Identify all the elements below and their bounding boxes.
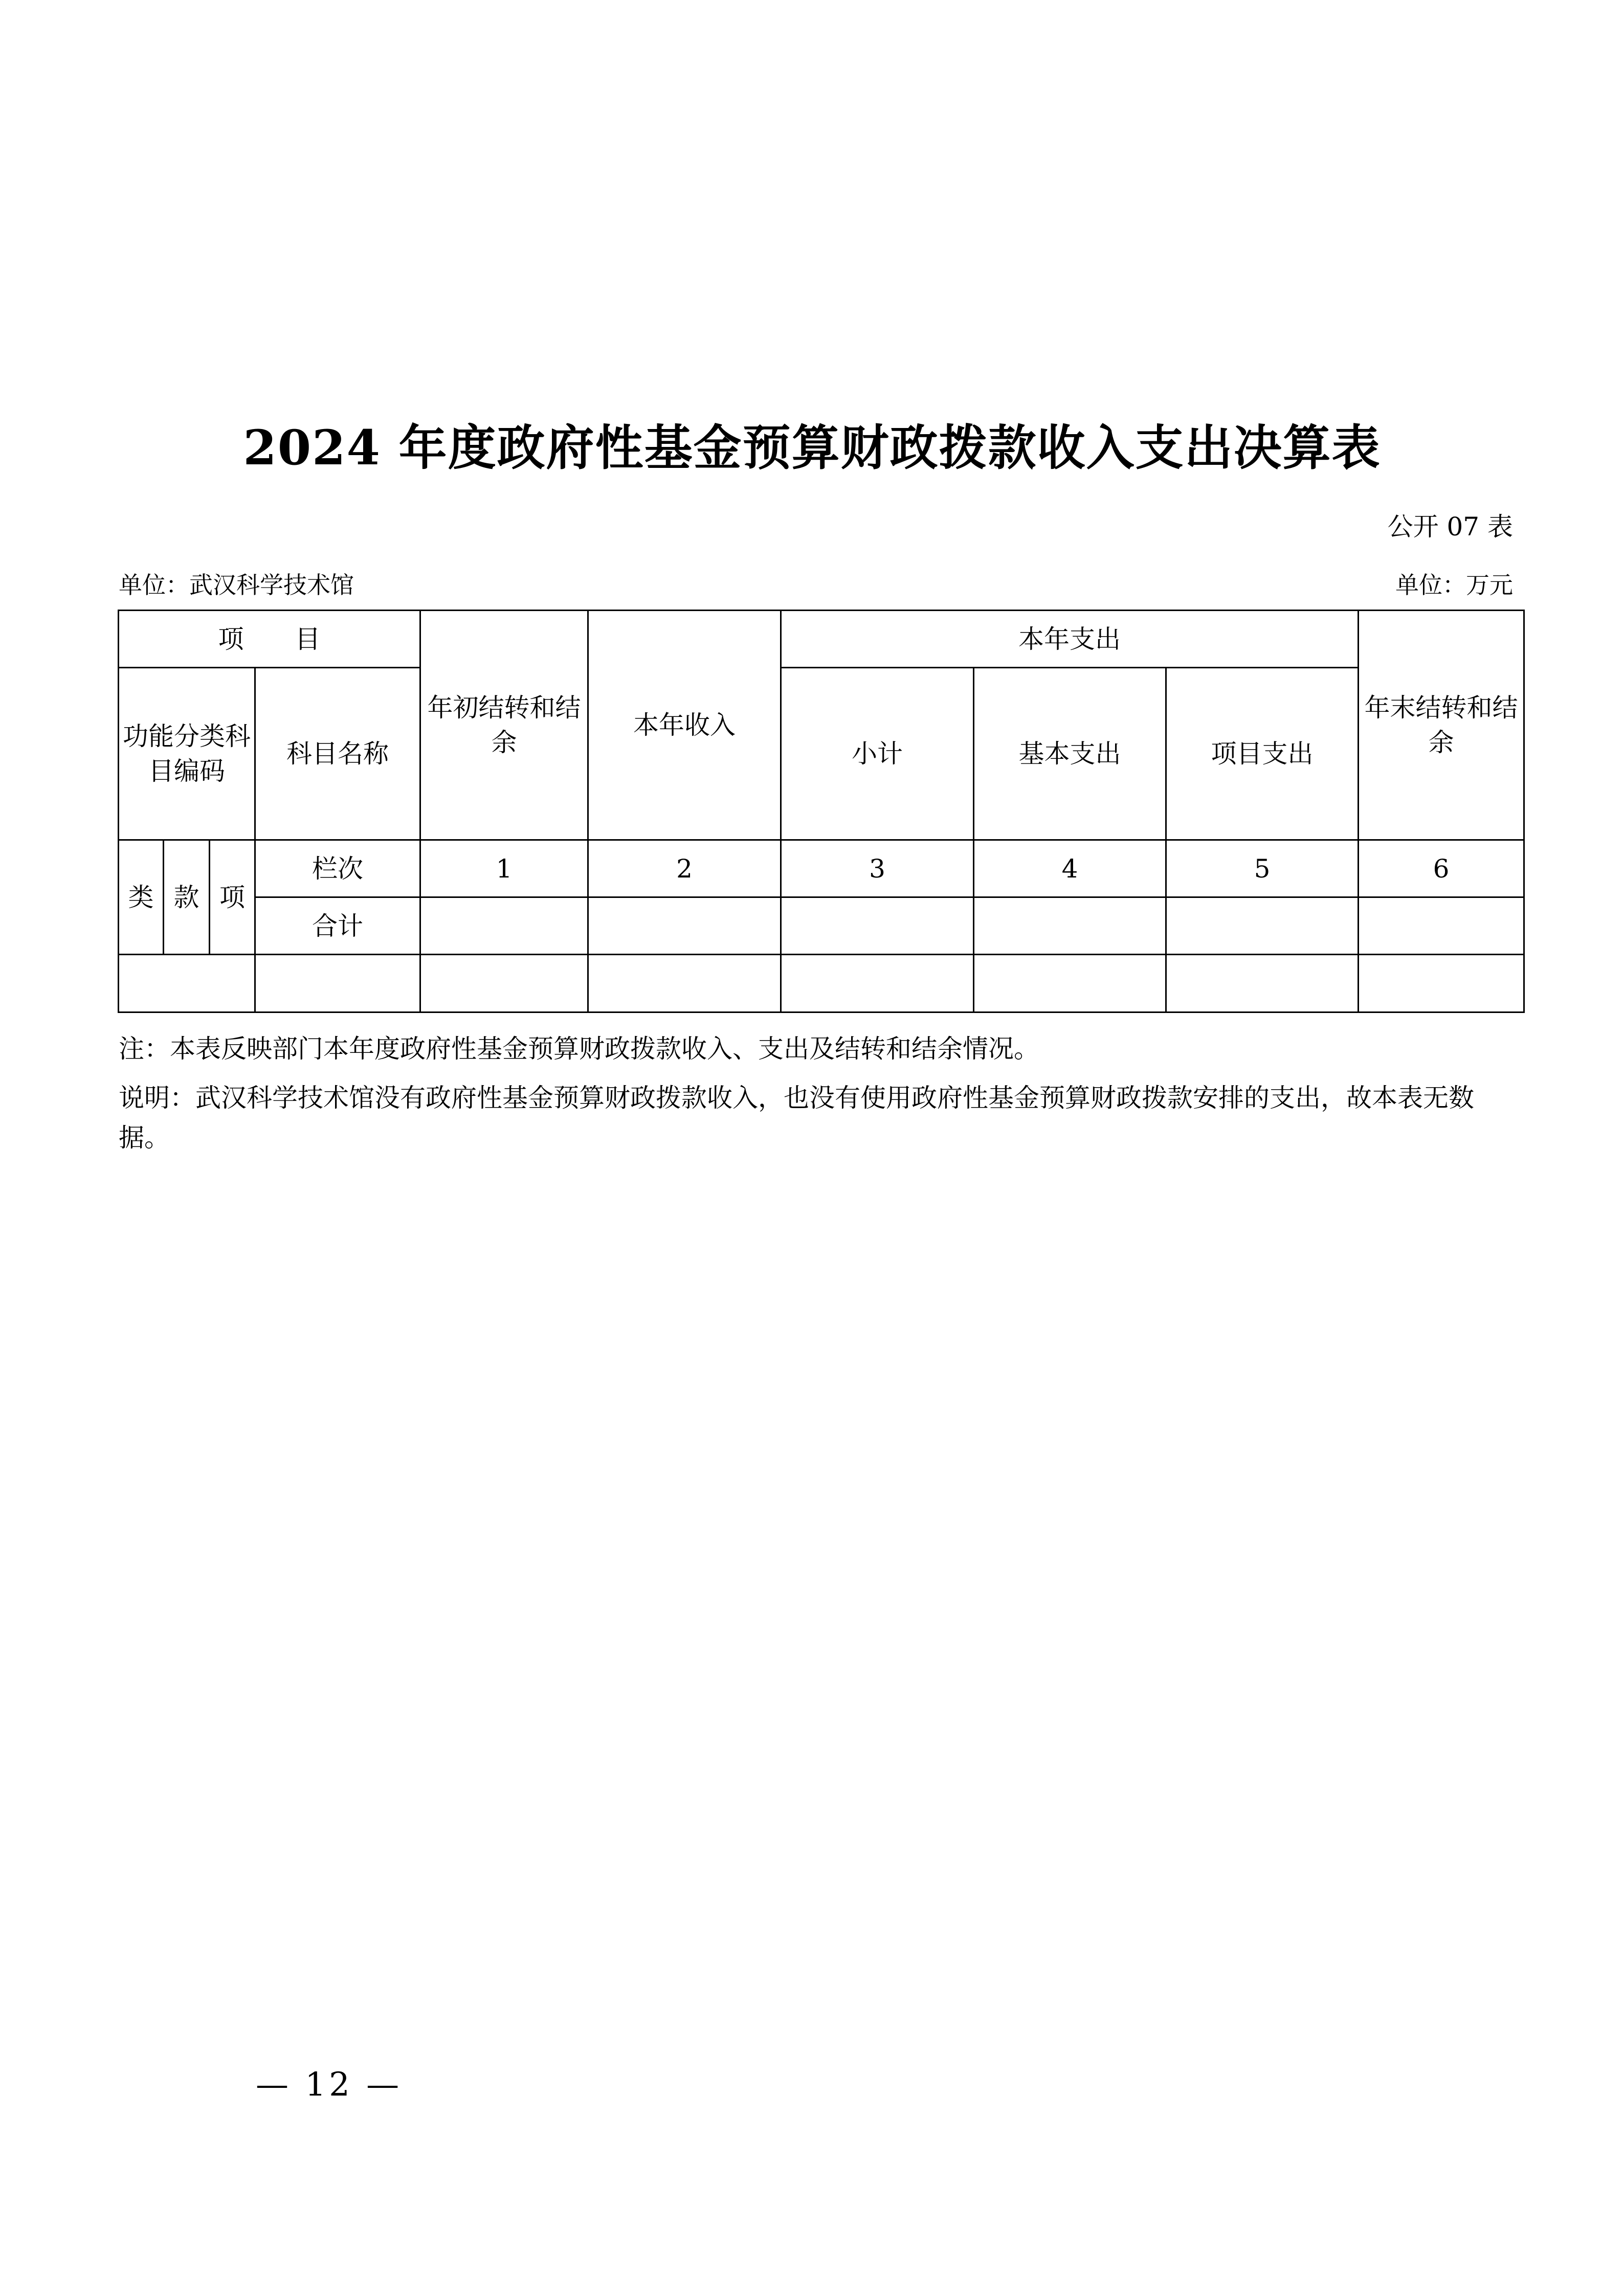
table-cell bbox=[588, 955, 781, 1012]
table-cell bbox=[420, 955, 588, 1012]
index-number: 4 bbox=[974, 840, 1166, 897]
header-expense-group: 本年支出 bbox=[781, 611, 1359, 668]
budget-table bbox=[118, 610, 1525, 1013]
row-index-label: 栏次 bbox=[255, 840, 420, 897]
total-row bbox=[119, 897, 1524, 955]
index-number: 3 bbox=[781, 840, 974, 897]
page-title: 2024 年度政府性基金预算财政拨款收入支出决算表 bbox=[243, 420, 1381, 476]
table-cell bbox=[1166, 897, 1359, 955]
table-cell bbox=[781, 897, 974, 955]
reporting-unit: 单位：武汉科学技术馆 bbox=[119, 571, 354, 599]
table-cell bbox=[781, 955, 974, 1012]
table-cell bbox=[1359, 897, 1524, 955]
header-begin-balance: 年初结转和结余 bbox=[420, 611, 588, 840]
currency-unit: 单位：万元 bbox=[1395, 571, 1513, 599]
index-number: 2 bbox=[588, 840, 781, 897]
empty-data-row bbox=[119, 955, 1524, 1012]
index-number: 1 bbox=[420, 840, 588, 897]
header-lei: 类 bbox=[119, 840, 164, 955]
header-subject-name: 科目名称 bbox=[255, 668, 420, 840]
table-cell bbox=[255, 955, 420, 1012]
table-cell bbox=[420, 897, 588, 955]
header-project-expense: 项目支出 bbox=[1166, 668, 1359, 840]
header-income: 本年收入 bbox=[588, 611, 781, 840]
header-row-2 bbox=[119, 668, 1524, 840]
table-cell bbox=[119, 955, 255, 1012]
header-row-1 bbox=[119, 611, 1524, 668]
page-number: — 12 — bbox=[256, 2066, 403, 2104]
header-basic-expense: 基本支出 bbox=[974, 668, 1166, 840]
explanation-note: 说明：武汉科学技术馆没有政府性基金预算财政拨款收入，也没有使用政府性基金预算财政拨款安排的支出，故本表无数据。 bbox=[119, 1083, 1474, 1153]
table-cell bbox=[974, 897, 1166, 955]
form-number: 公开 07 表 bbox=[1387, 512, 1513, 542]
table-cell bbox=[1166, 955, 1359, 1012]
total-label: 合计 bbox=[255, 897, 420, 955]
table-cell bbox=[974, 955, 1166, 1012]
header-xiang: 项 bbox=[210, 840, 255, 955]
header-item: 项 目 bbox=[119, 611, 420, 668]
index-number: 5 bbox=[1166, 840, 1359, 897]
header-subtotal: 小计 bbox=[781, 668, 974, 840]
table-cell bbox=[588, 897, 781, 955]
index-number: 6 bbox=[1359, 840, 1524, 897]
table-note: 注：本表反映部门本年度政府性基金预算财政拨款收入、支出及结转和结余情况。 bbox=[119, 1034, 1039, 1064]
table-cell bbox=[1359, 955, 1524, 1012]
index-row bbox=[119, 840, 1524, 897]
header-end-balance: 年末结转和结余 bbox=[1359, 611, 1524, 840]
header-func-code: 功能分类科目编码 bbox=[119, 668, 255, 840]
header-kuan: 款 bbox=[164, 840, 210, 955]
